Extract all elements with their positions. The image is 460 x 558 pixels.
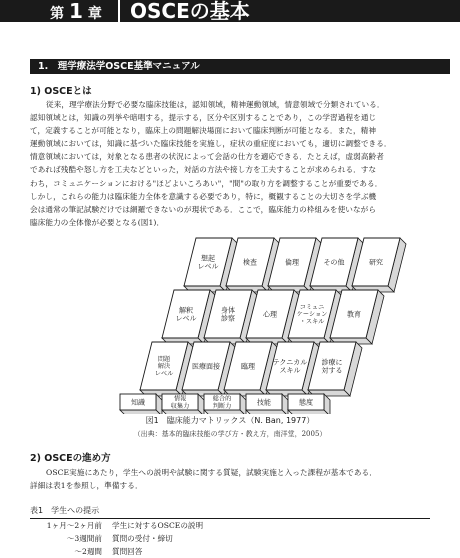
competence-matrix-figure bbox=[0, 236, 460, 414]
matrix-block-label: 医療面接 bbox=[192, 362, 220, 371]
text-line: 運動領域においては，知識に基づいた臨床技能を実施し，症状の重症度においても，適切に調整できる． bbox=[30, 139, 392, 149]
matrix-base-label: 態度 bbox=[299, 398, 313, 407]
chapter-digit: 1 bbox=[69, 0, 83, 23]
table-cell-content: 学生に対するOSCEの説明 bbox=[112, 521, 204, 530]
text-line: 会は通常の筆記試験だけでは網羅できないのが現状である．ここで，臨床能力の枠組みを使いながら bbox=[30, 204, 377, 214]
matrix-base-label: 技能 bbox=[257, 398, 271, 407]
matrix-base-bottom bbox=[162, 410, 204, 414]
matrix-block-label: 教育 bbox=[347, 310, 361, 319]
text-line: 臨床能力の全体像が必要となる(図1)． bbox=[30, 217, 165, 227]
text-line: 従来，理学療法分野で必要な臨床技能は，認知領域，精神運動領域，情意領域で分類されている． bbox=[46, 100, 385, 109]
chapter-header bbox=[0, 0, 460, 22]
paragraph-osce-procedure bbox=[30, 466, 452, 492]
matrix-base-label: 知識 bbox=[131, 398, 145, 407]
text-line: わち，コミュニケーションにおける"ほどよいころあい"，"間"の取り方を調整することが重要である． bbox=[30, 178, 383, 188]
table-cell-content: 質問回答 bbox=[112, 547, 143, 556]
figure-caption: 図1 臨床能力マトリックス（N. Ban, 1977） bbox=[145, 416, 315, 425]
text-line: 認知領域とは，知識の列挙や暗唱する，提示する，区分や区別することであり，この学習過程を通じ bbox=[30, 113, 377, 123]
table-cell-period: 1ヶ月～2ヶ月前 bbox=[46, 521, 102, 530]
paragraph-osce-definition bbox=[30, 98, 452, 229]
chapter-title: OSCEの基本 bbox=[130, 0, 250, 23]
table-cell-content: 質問の受付・締切 bbox=[112, 534, 173, 543]
table-title: 表1 学生への提示 bbox=[30, 506, 100, 515]
text-line: 詳細は表1を参照し，準備する． bbox=[30, 481, 143, 491]
matrix-block-label: 心理 bbox=[263, 310, 277, 319]
matrix-block-label: 倫理 bbox=[285, 258, 299, 267]
matrix-block-label: 身体診察 bbox=[221, 306, 235, 323]
subheading-osce-definition: 1) OSCEとは bbox=[30, 86, 92, 97]
matrix-block-label: 臨理 bbox=[241, 362, 255, 371]
text-line: 情意領域においては，対象となる患者の状況によって会話の仕方を適応できる．たとえば，虚弱高齢者 bbox=[30, 152, 384, 162]
matrix-base-label: 情報収集力 bbox=[170, 395, 190, 410]
matrix-base-bottom bbox=[246, 410, 288, 414]
matrix-block-label: 想起レベル bbox=[197, 254, 219, 271]
matrix-base-bottom bbox=[204, 410, 246, 414]
matrix-block-label: 検査 bbox=[243, 258, 257, 267]
matrix-block-label: 解釈レベル bbox=[175, 306, 197, 323]
matrix-block-label: コミュニケーション・スキル bbox=[296, 303, 328, 326]
table-cell-period: ～2週間 bbox=[74, 547, 102, 556]
figure-source: （出典：基本的臨床技能の学び方・教え方，南洋堂，2005） bbox=[133, 430, 327, 438]
chapter-suffix: 章 bbox=[87, 6, 102, 22]
table-row bbox=[30, 519, 203, 532]
text-line: OSCE実施にあたり，学生への説明や試験に関する質疑，試験実施と入った課程が基本である． bbox=[46, 468, 377, 477]
matrix-base-bottom bbox=[120, 410, 162, 414]
matrix-block-label: 問題解決レベル bbox=[154, 355, 174, 378]
chapter-number bbox=[34, 0, 120, 22]
matrix-base-label: 総合的判断力 bbox=[212, 395, 232, 410]
matrix-block-label: 研究 bbox=[369, 258, 383, 267]
text-line: て，定義することが可能となり，臨床上の問題解決場面において臨床判断が可能となる．また，精神 bbox=[30, 126, 377, 136]
chapter-prefix: 第 bbox=[50, 6, 65, 22]
matrix-block-label: テクニカルスキル bbox=[272, 358, 308, 375]
table-row bbox=[30, 532, 173, 545]
table-cell-period: ～3週間前 bbox=[66, 534, 102, 543]
text-line: しかし，これらの能力は臨床能力全体を意識する必要であり，特に，概観することの大切さを学ぶ機 bbox=[30, 191, 377, 201]
subheading-osce-procedure: 2) OSCEの進め方 bbox=[30, 453, 111, 464]
matrix-block-label: その他 bbox=[323, 258, 345, 267]
matrix-block-label: 診療に対する bbox=[321, 358, 343, 375]
text-line: であれば残酷や怒し方を工夫などといった，対話の方法や接し方を工夫することが求められる．すな bbox=[30, 165, 377, 175]
section-title: 1. 理学療法学OSCE基準マニュアル bbox=[30, 59, 450, 74]
matrix-base-bottom bbox=[288, 410, 330, 414]
